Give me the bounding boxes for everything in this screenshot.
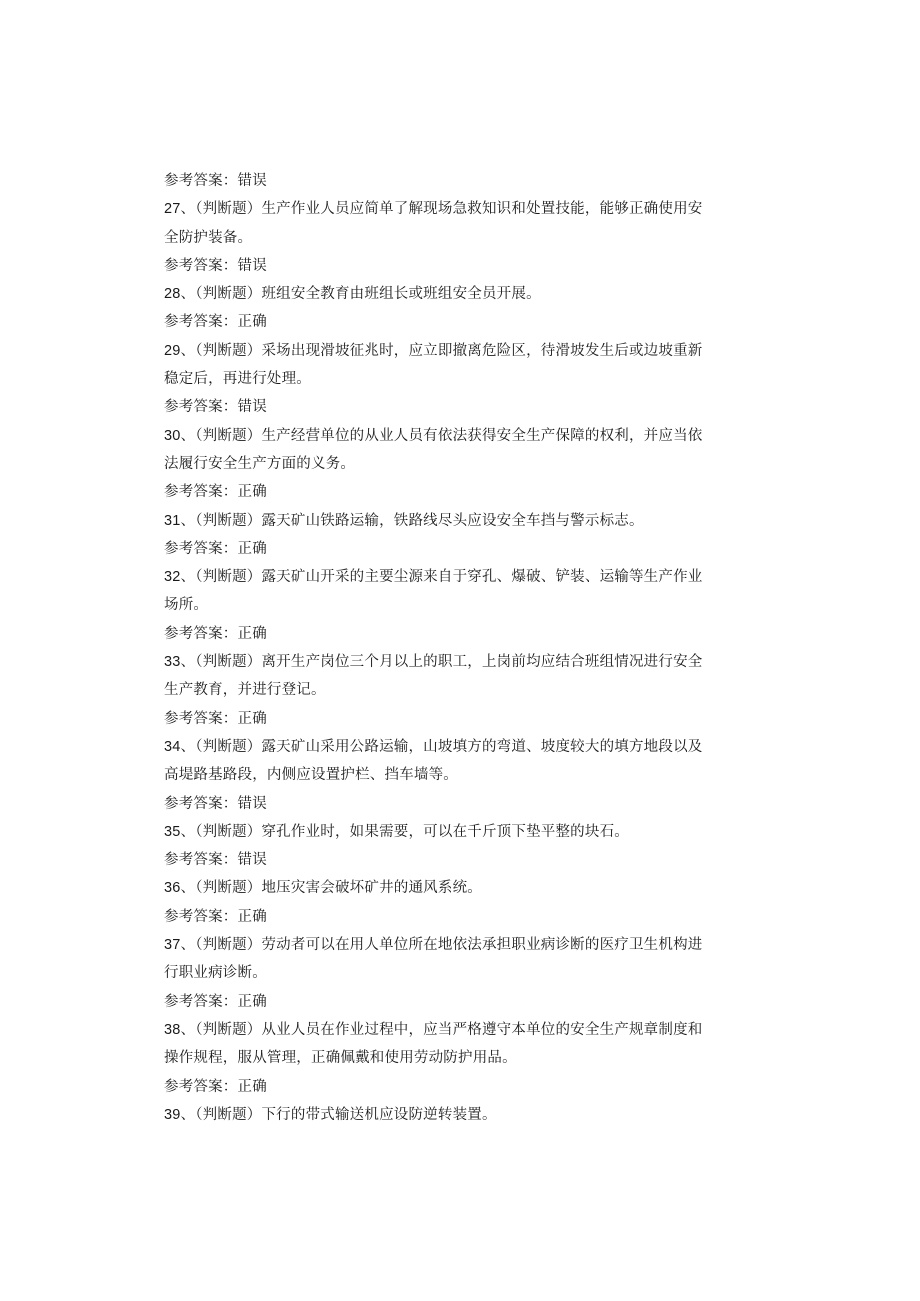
question-separator: 、: [180, 512, 196, 529]
question-separator: 、: [180, 738, 196, 755]
question-type: （判断题）: [195, 880, 262, 897]
question-number: 34: [164, 738, 181, 755]
answer-value: 正确: [237, 540, 267, 557]
question-number: 30: [164, 427, 181, 444]
question-separator: 、: [180, 201, 196, 218]
question-text: 下行的带式输送机应设防逆转装置。: [261, 1106, 497, 1123]
answer-label: 参考答案：: [164, 993, 238, 1010]
question-text: 采场出现滑坡征兆时，应立即撤离危险区，待滑坡发生后或边坡重新: [261, 342, 703, 359]
answer-line: [164, 252, 744, 280]
answer-value: 正确: [237, 1078, 267, 1095]
question-text: 全防护装备。: [164, 229, 253, 246]
answer-value: 错误: [237, 257, 267, 274]
question-number: 35: [164, 823, 181, 840]
question-separator: 、: [180, 937, 196, 954]
question-type: （判断题）: [195, 738, 262, 755]
question-type: （判断题）: [195, 342, 262, 359]
question-separator: 、: [180, 654, 196, 671]
question-item: [164, 1016, 744, 1073]
answer-value: 正确: [237, 314, 267, 331]
answer-value: 错误: [237, 795, 267, 812]
answer-label: 参考答案：: [164, 625, 238, 642]
question-number: 28: [164, 286, 181, 303]
answer-line: [164, 535, 744, 563]
question-type: （判断题）: [195, 654, 262, 671]
question-text: 劳动者可以在用人单位所在地依法承担职业病诊断的医疗卫生机构进: [261, 937, 703, 954]
question-continuation-line: [164, 591, 744, 619]
question-item: [164, 337, 744, 394]
question-text: 从业人员在作业过程中，应当严格遵守本单位的安全生产规章制度和: [261, 1021, 703, 1038]
question-text: 法履行安全生产方面的义务。: [164, 455, 356, 472]
question-continuation-line: [164, 959, 744, 987]
question-number: 27: [164, 201, 181, 218]
question-type: （判断题）: [195, 1021, 262, 1038]
answer-label: 参考答案：: [164, 710, 238, 727]
question-type: （判断题）: [195, 937, 262, 954]
answer-label: 参考答案：: [164, 908, 238, 925]
answer-label: 参考答案：: [164, 399, 238, 416]
answer-line: [164, 705, 744, 733]
question-item: [164, 280, 744, 308]
question-separator: 、: [180, 427, 196, 444]
question-list: [164, 167, 744, 1129]
answer-value: 正确: [237, 908, 267, 925]
question-separator: 、: [180, 880, 196, 897]
question-text: 穿孔作业时，如果需要，可以在千斤顶下垫平整的块石。: [261, 823, 629, 840]
question-first-line: [164, 931, 744, 959]
answer-label: 参考答案：: [164, 484, 238, 501]
question-type: （判断题）: [195, 569, 262, 586]
question-text: 行职业病诊断。: [164, 965, 267, 982]
question-type: （判断题）: [195, 1106, 262, 1123]
question-first-line: [164, 733, 744, 761]
question-first-line: [164, 648, 744, 676]
question-separator: 、: [180, 569, 196, 586]
question-first-line: [164, 874, 744, 902]
question-text: 场所。: [164, 597, 209, 614]
answer-line: [164, 393, 744, 421]
question-type: （判断题）: [195, 512, 262, 529]
question-separator: 、: [180, 1106, 196, 1123]
question-item: [164, 648, 744, 705]
answer-label: 参考答案：: [164, 852, 238, 869]
question-text: 露天矿山开采的主要尘源来自于穿孔、爆破、铲装、运输等生产作业: [261, 569, 703, 586]
question-item: [164, 874, 744, 902]
question-text: 操作规程，服从管理，正确佩戴和使用劳动防护用品。: [164, 1050, 517, 1067]
answer-label: 参考答案：: [164, 1078, 238, 1095]
question-first-line: [164, 563, 744, 591]
question-first-line: [164, 422, 744, 450]
question-continuation-line: [164, 1044, 744, 1072]
answer-value: 错误: [237, 399, 267, 416]
question-number: 38: [164, 1021, 181, 1038]
answer-value: 正确: [237, 625, 267, 642]
question-type: （判断题）: [195, 201, 262, 218]
question-continuation-line: [164, 676, 744, 704]
question-text: 露天矿山铁路运输，铁路线尽头应设安全车挡与警示标志。: [261, 512, 644, 529]
answer-value: 正确: [237, 484, 267, 501]
question-separator: 、: [180, 342, 196, 359]
answer-label: 参考答案：: [164, 795, 238, 812]
question-first-line: [164, 280, 744, 308]
question-text: 生产教育，并进行登记。: [164, 682, 326, 699]
answer-line: [164, 846, 744, 874]
question-number: 37: [164, 937, 181, 954]
answer-value: 错误: [237, 173, 267, 189]
question-text: 稳定后，再进行处理。: [164, 371, 311, 388]
question-item: [164, 195, 744, 252]
question-number: 32: [164, 569, 181, 586]
answer-line: [164, 790, 744, 818]
question-item: [164, 733, 744, 790]
question-separator: 、: [180, 823, 196, 840]
answer-label: 参考答案：: [164, 540, 238, 557]
question-type: （判断题）: [195, 286, 262, 303]
question-item: [164, 507, 744, 535]
question-text: 露天矿山采用公路运输，山坡填方的弯道、坡度较大的填方地段以及: [261, 738, 703, 755]
question-number: 29: [164, 342, 181, 359]
answer-line: [164, 988, 744, 1016]
question-first-line: [164, 1016, 744, 1044]
answer-line: [164, 903, 744, 931]
question-text: 班组安全教育由班组长或班组安全员开展。: [261, 286, 541, 303]
question-first-line: [164, 195, 744, 223]
question-continuation-line: [164, 224, 744, 252]
question-item: [164, 422, 744, 479]
question-item: [164, 931, 744, 988]
question-text: 生产经营单位的从业人员有依法获得安全生产保障的权利，并应当依: [261, 427, 703, 444]
question-continuation-line: [164, 450, 744, 478]
question-continuation-line: [164, 761, 744, 789]
question-item: [164, 1101, 744, 1129]
answer-line: [164, 167, 744, 195]
question-first-line: [164, 818, 744, 846]
answer-label: 参考答案：: [164, 257, 238, 274]
answer-value: 正确: [237, 993, 267, 1010]
question-type: （判断题）: [195, 427, 262, 444]
question-separator: 、: [180, 286, 196, 303]
question-separator: 、: [180, 1021, 196, 1038]
question-type: （判断题）: [195, 823, 262, 840]
question-item: [164, 563, 744, 620]
question-text: 生产作业人员应简单了解现场急救知识和处置技能，能够正确使用安: [261, 201, 703, 218]
question-first-line: [164, 507, 744, 535]
answer-value: 错误: [237, 852, 267, 869]
question-item: [164, 818, 744, 846]
question-continuation-line: [164, 365, 744, 393]
answer-label: 参考答案：: [164, 173, 238, 189]
question-first-line: [164, 1101, 744, 1129]
question-number: 39: [164, 1106, 181, 1123]
question-number: 33: [164, 654, 181, 671]
answer-line: [164, 478, 744, 506]
answer-line: [164, 620, 744, 648]
answer-label: 参考答案：: [164, 314, 238, 331]
answer-value: 正确: [237, 710, 267, 727]
question-text: 高堤路基路段，内侧应设置护栏、挡车墙等。: [164, 767, 458, 784]
answer-line: [164, 308, 744, 336]
question-number: 36: [164, 880, 181, 897]
question-text: 离开生产岗位三个月以上的职工，上岗前均应结合班组情况进行安全: [261, 654, 703, 671]
answer-line: [164, 1073, 744, 1101]
question-number: 31: [164, 512, 181, 529]
question-first-line: [164, 337, 744, 365]
question-text: 地压灾害会破坏矿井的通风系统。: [261, 880, 482, 897]
